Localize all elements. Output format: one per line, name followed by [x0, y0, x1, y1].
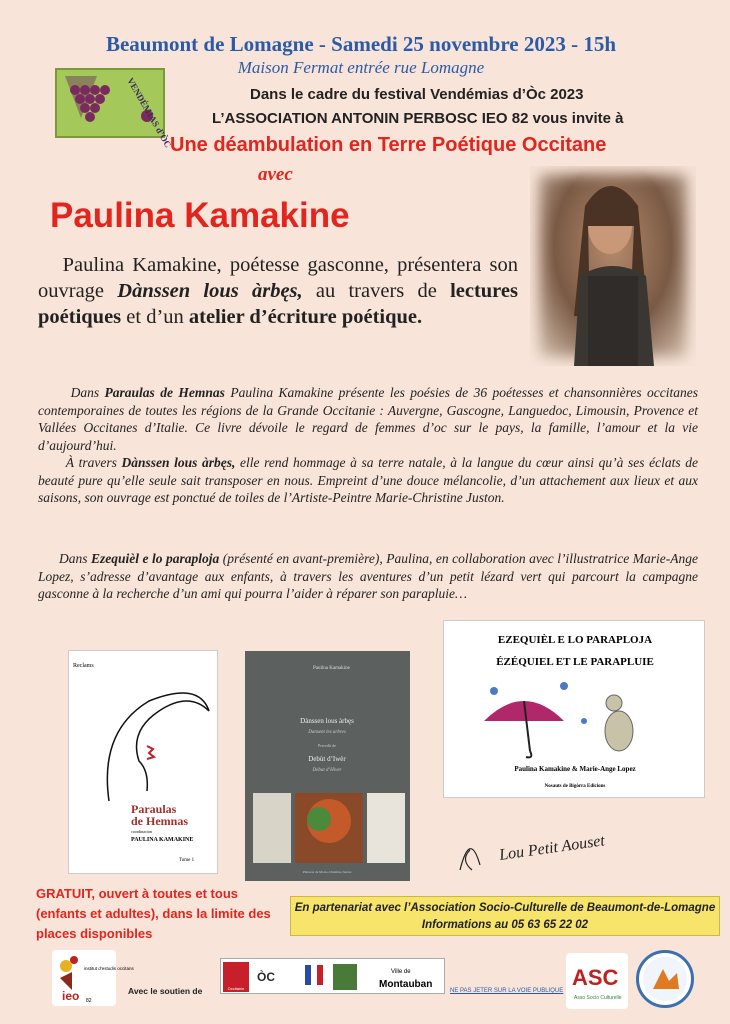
book-cover-ezequiel — [443, 620, 705, 798]
signature-lou-petit-aouset — [450, 820, 650, 880]
book3-publisher: Nosauts de Bigòrra Edicions — [544, 784, 606, 789]
round-badge-logo — [636, 950, 694, 1008]
sponsor-logos — [220, 958, 445, 994]
book-cover-paraulas — [68, 650, 218, 874]
paragraph-ezequiel: Dans Ezequièl e lo paraploja (présenté en avant-première), Paulina, en collaboration avec l’illustratrice Marie-Ange Lopez, s’adresse d’avantage aux enfants, à travers les aventures d’un petit lézard vert qui parcourt la campagne gasconne à la recherche d’un ami qui pourra l’aider à réparer son parapluie… — [38, 551, 699, 601]
book1-title2: de Hemnas — [131, 814, 188, 828]
ieo-logo-name: ieo — [62, 989, 80, 1003]
vendemias-logo-text: VENDÉMIAS d’ÒC — [125, 76, 174, 150]
artist-name: Paulina Kamakine — [50, 196, 350, 235]
venue: Maison Fermat entrée rue Lomagne — [237, 58, 485, 77]
book2-title2: Debùt d’Iwèr — [308, 755, 346, 763]
sponsor-occitanie: Occitanie — [227, 986, 245, 991]
book3-subtitle: ÉZÉQUIEL ET LE PARAPLUIE — [496, 656, 654, 668]
event-title: Beaumont de Lomagne - Samedi 25 novembre 2023 - 15h — [105, 32, 617, 56]
book1-title1: Paraulas — [131, 802, 177, 816]
do-not-litter-notice: NE PAS JETER SUR LA VOIE PUBLIQUE — [450, 988, 564, 994]
event-headline: Une déambulation en Terre Poétique Occitane — [170, 134, 607, 156]
sponsor-montauban: Montauban — [379, 979, 433, 990]
book2-footer: Pinturas de Marie-Christine Juston — [302, 870, 352, 874]
free-entry-notice: GRATUIT, ouvert à toutes et tous (enfants et adultes), dans la limite des places disponibles — [36, 886, 271, 941]
asc-logo — [566, 953, 628, 1009]
book1-tome: Tome 1 — [179, 858, 195, 863]
book2-subtitle: Dansent les arbres — [308, 730, 346, 735]
signature-text: Lou Petit Aouset — [498, 832, 606, 864]
book1-sub: coordinacion — [131, 829, 152, 834]
sponsor-oc: ÒC — [257, 970, 275, 984]
book3-title: EZEQUIÈL E LO PARAPLOJA — [497, 634, 653, 646]
book1-publisher: Reclams — [73, 663, 94, 669]
paragraph-paraulas: Dans Paraulas de Hemnas Paulina Kamakine présente les poésies de 36 poétesses et chansonnières occitanes contemporaines de toutes les régions de la Grande Occitanie : Auvergne, Gascogne, Languedoc, Limousin, Provence et Vallées Occitanes d’Italie. Ce livre dévoile le regard de femmes d’oc sur le pays, la famille, l’amour et la vie d’aujourd’hui. — [38, 385, 698, 453]
partner-phone: Informations au 05 63 65 22 02 — [421, 919, 589, 931]
asc-logo-sub: Asso Socio Culturelle — [574, 995, 622, 1001]
book2-author: Paulina Kamakine — [313, 666, 350, 671]
intro-text: Paulina Kamakine, poétesse gasconne, présentera son ouvrage Dànssen lous àrbęs, au travers de lectures poétiques et d’un atelier d’écriture poétique. — [38, 254, 519, 328]
paragraph-danssen: À travers Dànssen lous àrbęs, elle rend hommage à sa terre natale, à la langue du cœur ainsi qu’à ses éclats de beauté pure qu’elle seule sait transposer en nous. Empreint d’une douce mélancolie, d’un attachement aux lieux et aux saisons, son ouvrage est ponctué de toiles de l’Artiste-Peintre Marie-Christine Juston. — [38, 455, 699, 505]
book2-title: Dànssen lous àrbęs — [300, 717, 354, 725]
asc-logo-text: ASC — [572, 965, 619, 990]
partner-box — [290, 896, 720, 936]
ieo-logo-sub: institut d’estudis occitans — [84, 966, 134, 971]
support-label: Avec le soutien de — [128, 986, 203, 996]
book-cover-danssen — [245, 651, 410, 881]
book3-authors: Paulina Kamakine & Marie-Ange Lopez — [514, 765, 636, 773]
ieo-logo — [52, 950, 134, 1006]
association-invite: L’ASSOCIATION ANTONIN PERBOSC IEO 82 vous invite à — [212, 110, 624, 127]
sponsor-ville: Ville de — [391, 969, 411, 975]
book-title-danssen: Dànssen lous àrbęs, — [117, 280, 303, 302]
ieo-logo-num: 82 — [86, 998, 92, 1004]
book2-preceded: Precedit de — [318, 743, 336, 748]
book2-subtitle2: Début d’Hiver — [312, 768, 342, 773]
vendemias-logo — [55, 68, 174, 150]
avec-label: avec — [258, 164, 293, 185]
book1-author: PAULINA KAMAKINE — [131, 837, 194, 843]
artist-photo — [530, 166, 696, 366]
festival-context: Dans le cadre du festival Vendémias d’Òc 2023 — [250, 86, 584, 103]
partner-line1: En partenariat avec l’Association Socio-Culturelle de Beaumont-de-Lomagne — [294, 902, 716, 914]
